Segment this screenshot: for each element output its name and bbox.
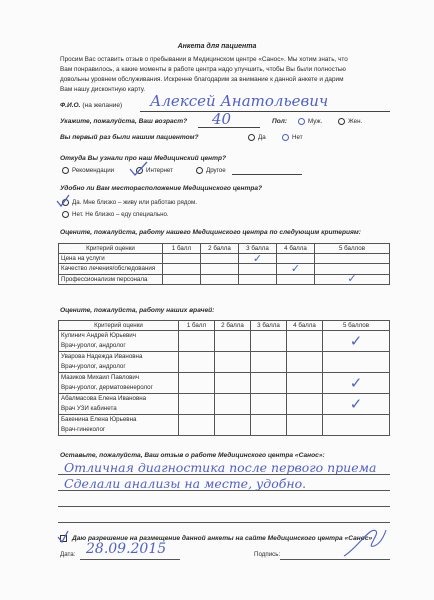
- first-visit-option-no[interactable]: Нет: [282, 134, 303, 141]
- radio-icon: [196, 167, 203, 174]
- table-row: [59, 274, 390, 284]
- doctor-rating-table: [58, 320, 390, 436]
- criterion-cell: Качество лечения/обследования: [59, 264, 163, 274]
- score-cell-3[interactable]: [239, 274, 277, 284]
- gender-option-male[interactable]: Муж.: [298, 118, 322, 125]
- feedback-rule: [58, 474, 390, 475]
- score-cell-4[interactable]: [287, 373, 323, 394]
- score-cell-3[interactable]: [251, 331, 287, 352]
- check-mark-icon: [56, 530, 70, 544]
- radio-icon: [62, 167, 69, 174]
- score-cell-4[interactable]: [277, 274, 315, 284]
- check-mark-icon: ✓: [252, 251, 263, 265]
- consent-label: Даю разрешение на размещение данной анкеты на сайте Медицинского центра «Санос»: [72, 535, 373, 542]
- date-field[interactable]: 28.09.2015: [86, 541, 167, 557]
- score-cell-1[interactable]: [179, 415, 215, 436]
- score-cell-1[interactable]: [179, 331, 215, 352]
- other-underline: [232, 174, 302, 175]
- score-cell-4[interactable]: [287, 415, 323, 436]
- doctor-rating-label: Оцените, пожалуйста, работу наших врачей:: [60, 307, 215, 314]
- table-row: [59, 264, 390, 274]
- score-cell-5[interactable]: [323, 331, 390, 352]
- check-mark-icon: [128, 160, 150, 178]
- age-label: Укажите, пожалуйста, Ваш возраст?: [60, 118, 188, 125]
- score-cell-2[interactable]: [201, 274, 239, 284]
- score-cell-5[interactable]: [323, 352, 390, 373]
- score-cell-3[interactable]: [251, 394, 287, 415]
- intro-line: Вам понравилось, а какие моменты в работе центра надо улучшить, чтобы Вы были полностью: [60, 66, 346, 73]
- score-cell-3[interactable]: [251, 352, 287, 373]
- feedback-line[interactable]: Отличная диагностика после первого приема: [64, 460, 377, 475]
- table-header-cell: 5 баллов: [323, 321, 390, 331]
- date-label: Дата:: [60, 551, 76, 558]
- signature-scribble: [340, 522, 390, 562]
- first-visit-option-yes[interactable]: Да: [248, 134, 266, 141]
- score-cell-2[interactable]: [201, 254, 239, 264]
- score-cell-3[interactable]: [239, 251, 277, 265]
- doctor-specialty: Врач УЗИ кабинета: [61, 405, 117, 413]
- doctor-cell: [59, 352, 179, 373]
- gender-label: Пол:: [272, 118, 288, 125]
- table-header-cell: 3 балла: [251, 321, 287, 331]
- score-cell-1[interactable]: [179, 352, 215, 373]
- radio-icon: [338, 118, 345, 125]
- table-row: [59, 394, 390, 415]
- center-rating-label: Оцените, пожалуйста, работу нашего Медицинского центра по следующим критериям:: [60, 229, 361, 236]
- score-cell-2[interactable]: [201, 264, 239, 274]
- doctor-name: Уварова Надежда Ивановна: [61, 353, 143, 361]
- doctor-name: Бакенина Елена Юрьевна: [61, 416, 137, 424]
- score-cell-3[interactable]: [239, 264, 277, 274]
- fio-underline: [140, 111, 390, 112]
- check-mark-icon: ✓: [349, 374, 363, 393]
- table-header-cell: Критерий оценки: [59, 321, 179, 331]
- doctor-cell: [59, 373, 179, 394]
- source-option-internet[interactable]: Интернет: [136, 167, 173, 174]
- table-header-cell: 1 балл: [179, 321, 215, 331]
- table-header-cell: 4 балла: [277, 244, 315, 254]
- center-rating-table: [58, 243, 390, 285]
- check-mark-icon: [55, 193, 71, 209]
- table-row: [59, 352, 390, 373]
- score-cell-1[interactable]: [163, 254, 201, 264]
- doctor-cell: [59, 394, 179, 415]
- fio-label: Ф.И.О. (на желание): [60, 102, 123, 109]
- feedback-rule: [58, 506, 390, 507]
- score-cell-2[interactable]: [215, 373, 251, 394]
- table-row: [59, 373, 390, 394]
- doctor-specialty: Врач-уролог, дерматовенеролог: [61, 384, 153, 392]
- score-cell-2[interactable]: [215, 415, 251, 436]
- score-cell-1[interactable]: [179, 394, 215, 415]
- doctor-name: Абалмасова Елена Ивановна: [61, 395, 147, 403]
- score-cell-4[interactable]: [287, 331, 323, 352]
- table-header-cell: 5 баллов: [315, 244, 390, 254]
- location-option-far[interactable]: Нет. Не близко – еду специально.: [62, 211, 169, 218]
- doctor-cell: [59, 415, 179, 436]
- criterion-cell: Цена на услуги: [59, 254, 163, 264]
- intro-line: Вам нашу дисконтную карту.: [60, 86, 146, 93]
- score-cell-5[interactable]: [323, 394, 390, 415]
- score-cell-5[interactable]: [315, 274, 390, 284]
- score-cell-4[interactable]: [287, 394, 323, 415]
- doctor-specialty: Врач-уролог, андролог: [61, 342, 126, 350]
- source-label: Откуда Вы узнали про наш Медицинский центр?: [60, 155, 227, 162]
- table-header-row: [59, 244, 390, 254]
- intro-text: [60, 55, 390, 95]
- fio-note: (на желание): [82, 102, 123, 109]
- score-cell-2[interactable]: [215, 394, 251, 415]
- table-header-cell: 2 балла: [215, 321, 251, 331]
- score-cell-3[interactable]: [251, 415, 287, 436]
- check-mark-icon: ✓: [349, 395, 363, 414]
- source-option-recommendations[interactable]: Рекомендации: [62, 167, 114, 174]
- check-mark-icon: ✓: [349, 332, 363, 351]
- radio-checked-icon: [298, 118, 305, 125]
- radio-icon: [248, 134, 255, 141]
- score-cell-4[interactable]: [287, 352, 323, 373]
- location-option-near[interactable]: Да. Мне близко – живу или работаю рядом.: [62, 199, 197, 206]
- score-cell-2[interactable]: [215, 331, 251, 352]
- signature-label: Подпись:: [254, 551, 281, 558]
- table-row: [59, 331, 390, 352]
- score-cell-3[interactable]: [251, 373, 287, 394]
- table-header-cell: 3 балла: [239, 244, 277, 254]
- first-visit-label: Вы первый раз были нашим пациентом?: [60, 134, 199, 141]
- feedback-line[interactable]: Сделали анализы на месте, удобно.: [64, 476, 307, 491]
- radio-icon: [62, 211, 69, 218]
- score-cell-2[interactable]: [215, 352, 251, 373]
- location-label: Удобно ли Вам месторасположение Медицинского центра?: [60, 185, 263, 192]
- source-option-other[interactable]: Другое: [196, 167, 226, 174]
- gender-option-female[interactable]: Жен.: [338, 118, 362, 125]
- doctor-specialty: Врач-уролог, андролог: [61, 363, 126, 371]
- table-header-cell: Критерий оценки: [59, 244, 163, 254]
- doctor-name: Мазиков Михаил Павлович: [61, 374, 140, 382]
- score-cell-1[interactable]: [163, 274, 201, 284]
- table-header-row: [59, 321, 390, 331]
- score-cell-5[interactable]: [315, 254, 390, 264]
- feedback-rule: [58, 490, 390, 491]
- table-header-cell: 2 балла: [201, 244, 239, 254]
- score-cell-4[interactable]: [277, 261, 315, 275]
- fio-field[interactable]: Алексей Анатольевич: [150, 92, 329, 110]
- intro-line: Просим Вас оставить отзыв о пребывании в Медицинском центре «Санос». Мы хотим знать, что: [60, 56, 348, 63]
- table-header-cell: 1 балл: [163, 244, 201, 254]
- score-cell-5[interactable]: [323, 373, 390, 394]
- radio-checked-icon: [282, 134, 289, 141]
- table-row: [59, 254, 390, 264]
- score-cell-5[interactable]: [323, 415, 390, 436]
- form-title: Анкета для пациента: [177, 43, 257, 50]
- intro-line: довольны уровнем обслуживания. Искренне благодарим за внимание к данной анкете и дарим: [60, 76, 344, 83]
- doctor-name: Кулинич Андрей Юрьевич: [61, 332, 136, 340]
- date-underline: [80, 559, 180, 560]
- check-mark-icon: ✓: [347, 272, 357, 286]
- score-cell-1[interactable]: [163, 264, 201, 274]
- table-row: [59, 415, 390, 436]
- score-cell-1[interactable]: [179, 373, 215, 394]
- feedback-label: Оставьте, пожалуйста, Ваш отзыв о работе Медицинского центра «Санос»:: [60, 452, 325, 459]
- check-mark-icon: ✓: [290, 261, 301, 275]
- doctor-specialty: Врач-гинеколог: [61, 426, 106, 434]
- doctor-cell: [59, 331, 179, 352]
- criterion-cell: Профессионализм персонала: [59, 274, 163, 284]
- table-header-cell: 4 балла: [287, 321, 323, 331]
- age-field[interactable]: 40: [212, 110, 232, 128]
